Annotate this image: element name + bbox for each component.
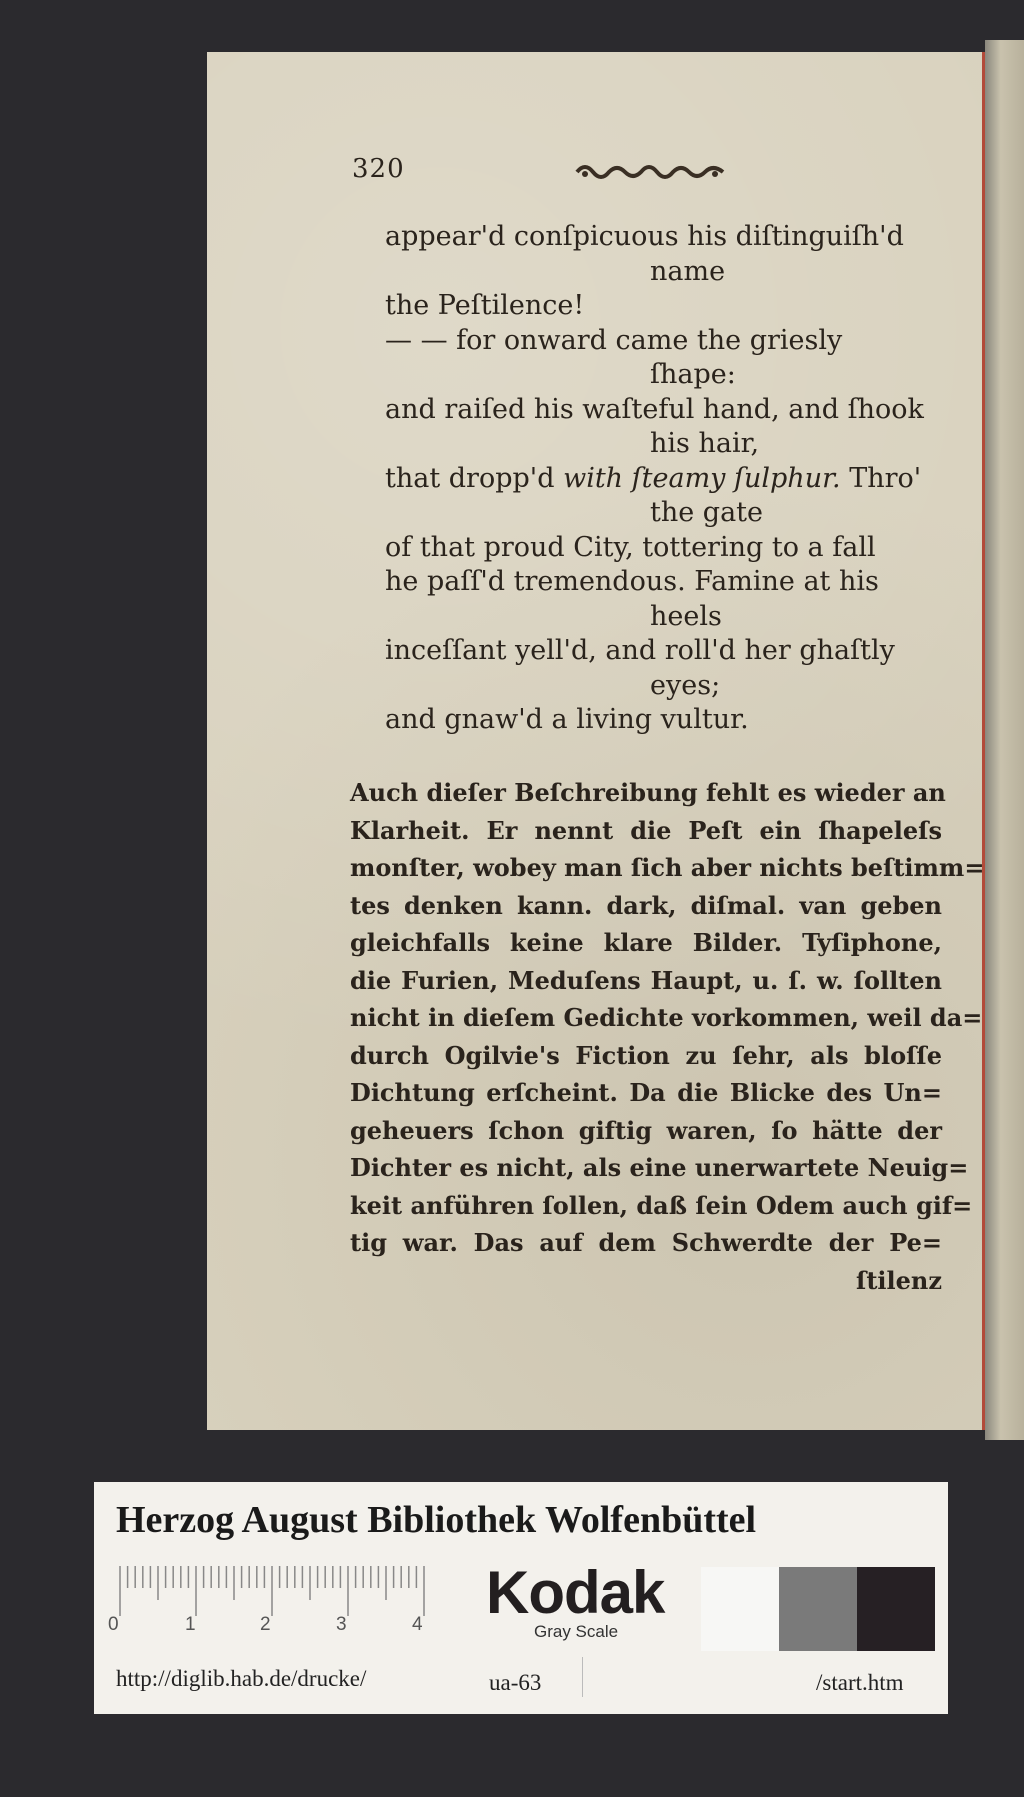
prose-line: nicht in dieſem Gedichte vorkommen, weil da= xyxy=(350,1003,983,1032)
poem-line: inceſſant yell'd, and roll'd her ghaſtly xyxy=(385,635,895,666)
ruler-number: 2 xyxy=(260,1614,271,1635)
poem-line: appear'd conſpicuous his diſtinguiſh'd xyxy=(385,221,904,252)
url-suffix: /start.htm xyxy=(816,1670,904,1695)
prose-line: monſter, wobey man ſich aber nichts beſtimm= xyxy=(350,853,985,882)
scale-card xyxy=(94,1482,948,1714)
prose-line: keit anführen ſollen, daß ſein Odem auch gif= xyxy=(350,1190,973,1220)
poem-line xyxy=(385,462,945,497)
poem-line: the Peſtilence! xyxy=(385,290,585,321)
gray-swatch-black xyxy=(857,1567,935,1651)
poem-line-continuation: eyes; xyxy=(650,669,721,701)
prose-line: Dichter es nicht, als eine unerwartete Neuig= xyxy=(350,1153,969,1182)
ruler-numbers xyxy=(108,1614,528,1636)
poem-text: that dropp'd xyxy=(385,462,564,494)
page-number: 320 xyxy=(352,154,405,184)
header-ornament xyxy=(575,160,725,180)
poem-line-continuation: ſhape: xyxy=(650,359,736,390)
ruler-number: 3 xyxy=(336,1614,347,1635)
prose-line: tes denken kann. dark, diſmal. van geben xyxy=(350,890,942,920)
facing-page-edge xyxy=(985,40,1024,1440)
prose-line: durch Ogilvie's Fiction zu ſehr, als bloſſe xyxy=(350,1040,942,1070)
ruler-number: 4 xyxy=(412,1614,423,1635)
poem-line-continuation: his hair, xyxy=(650,428,760,459)
gray-swatch-mid xyxy=(779,1567,857,1651)
poem-text: Thro' xyxy=(840,462,922,494)
prose-line: Dichtung erſcheint. Da die Blicke des Un= xyxy=(350,1078,942,1107)
ruler-number: 0 xyxy=(108,1614,119,1635)
poem-line: and gnaw'd a living vultur. xyxy=(385,704,749,735)
poem-italic-text: with ſteamy ſulphur. xyxy=(563,462,841,494)
poem-quote xyxy=(385,220,945,738)
poem-line: and raiſed his waſteful hand, and ſhook xyxy=(385,393,924,425)
url-id: ua-63 xyxy=(489,1670,542,1695)
poem-line-continuation: the gate xyxy=(650,497,764,528)
prose-line: Auch dieſer Beſchreibung fehlt es wieder an xyxy=(350,778,946,807)
catchword: ſtilenz xyxy=(856,1265,942,1295)
poem-line-continuation: name xyxy=(650,255,726,287)
gray-scale-label: Gray Scale xyxy=(534,1622,619,1641)
poem-line: he paſſ'd tremendous. Famine at his xyxy=(385,566,879,597)
poem-line-continuation: heels xyxy=(650,600,722,632)
ruler-number: 1 xyxy=(185,1614,196,1635)
library-title: Herzog August Bibliothek Wolfenbüttel xyxy=(116,1499,757,1541)
prose-line: Klarheit. Er nennt die Peſt ein ſhapeleſs xyxy=(350,815,942,845)
poem-line: of that proud City, tottering to a fall xyxy=(385,531,876,563)
book-page xyxy=(207,52,985,1430)
prose-line: geheuers ſchon giftig waren, ſo hätte der xyxy=(350,1115,942,1145)
url-base: http://diglib.hab.de/drucke/ xyxy=(116,1666,367,1691)
kodak-logo: Kodak xyxy=(486,1559,665,1626)
poem-line: — — for onward came the griesly xyxy=(385,324,843,356)
url-separator xyxy=(582,1657,583,1697)
prose-line: gleichfalls keine klare Bilder. Tyſiphone, xyxy=(350,928,942,957)
prose-line: die Furien, Meduſens Haupt, u. ſ. w. ſollten xyxy=(350,965,942,995)
commentary-text xyxy=(350,774,985,1299)
gray-swatch-white xyxy=(701,1567,779,1651)
prose-line: tig war. Das auf dem Schwerdte der Pe= xyxy=(350,1228,942,1257)
